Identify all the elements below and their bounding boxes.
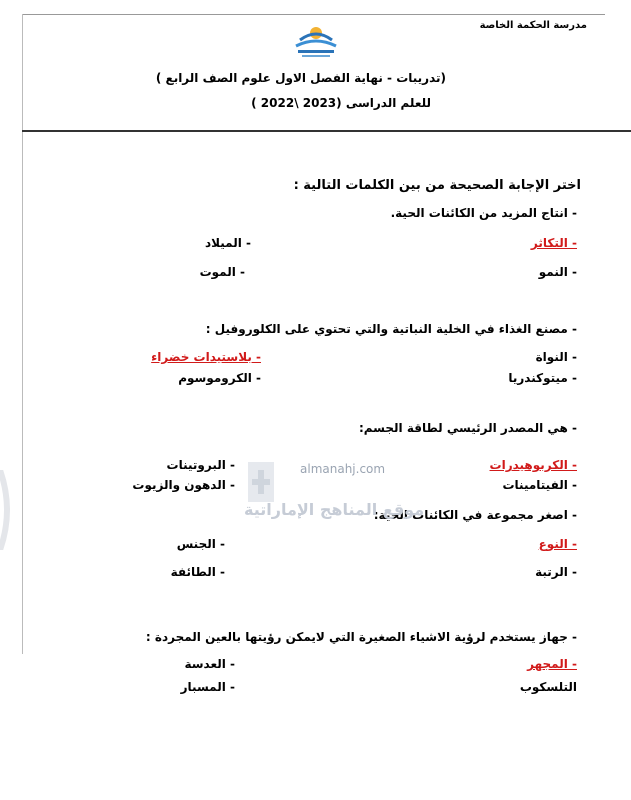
q3-option-correct: - الكربوهيدرات [489,458,577,472]
q5-option-3: التلسكوب [519,680,577,694]
question-1: - انتاج المزيد من الكائنات الحية. [390,206,577,220]
question-3: - هي المصدر الرئيسي لطاقة الجسم: [358,421,577,435]
question-2: - مصنع الغذاء في الخلية النباتية والتي تحتوي على الكلوروفيل : [205,322,577,336]
academic-year: للعلم الدراسى (2023 \2022 ) [251,96,431,110]
q4-option-correct: - النوع [538,537,577,551]
q4-option-4: - الطائفة [170,565,225,579]
q2-option-3: - ميتوكندريا [508,371,577,385]
q3-option-2: - البروتينات [166,458,235,472]
question-5: - جهاز يستخدم لرؤية الاشياء الصغيرة التي لايمكن رؤيتها بالعين المجردة : [145,630,577,644]
q2-option-4: - الكروموسوم [178,371,261,385]
school-logo-icon [286,24,346,60]
q2-option-correct: - بلاستيدات خضراء [151,350,261,364]
question-4: - اصغر مجموعة في الكائنات الحية: [373,508,577,522]
watermark-site: almanahj.com [300,462,386,476]
header-divider [22,130,631,132]
edge-shadow-icon [0,470,16,550]
q3-option-4: - الدهون والزيوت [132,478,235,492]
left-border [22,14,23,654]
school-name: مدرسة الحكمة الخاصة [479,20,587,31]
watermark-logo-icon [244,462,278,502]
q5-option-correct: - المجهر [527,657,577,671]
q4-option-2: - الجنس [176,537,225,551]
q1-option-2: - الميلاد [205,236,251,250]
worksheet-title: (تدريبات - نهاية الفصل الاول علوم الصف الرابع ) [155,71,446,85]
q4-option-3: - الرتبة [535,565,577,579]
q1-option-4: - الموت [199,265,245,279]
top-border [22,14,605,15]
q5-option-2: - العدسة [184,657,235,671]
instruction: اختر الإجابة الصحيحة من بين الكلمات التالية : [293,178,581,193]
q3-option-3: - الفيتامينات [502,478,577,492]
watermark-arabic: موقع المناهج الإماراتية [244,500,425,519]
q2-option-1: - النواة [535,350,577,364]
q1-option-3: - النمو [538,265,577,279]
q5-option-4: - المسبار [180,680,235,694]
q1-option-correct: - التكاثر [530,236,577,250]
